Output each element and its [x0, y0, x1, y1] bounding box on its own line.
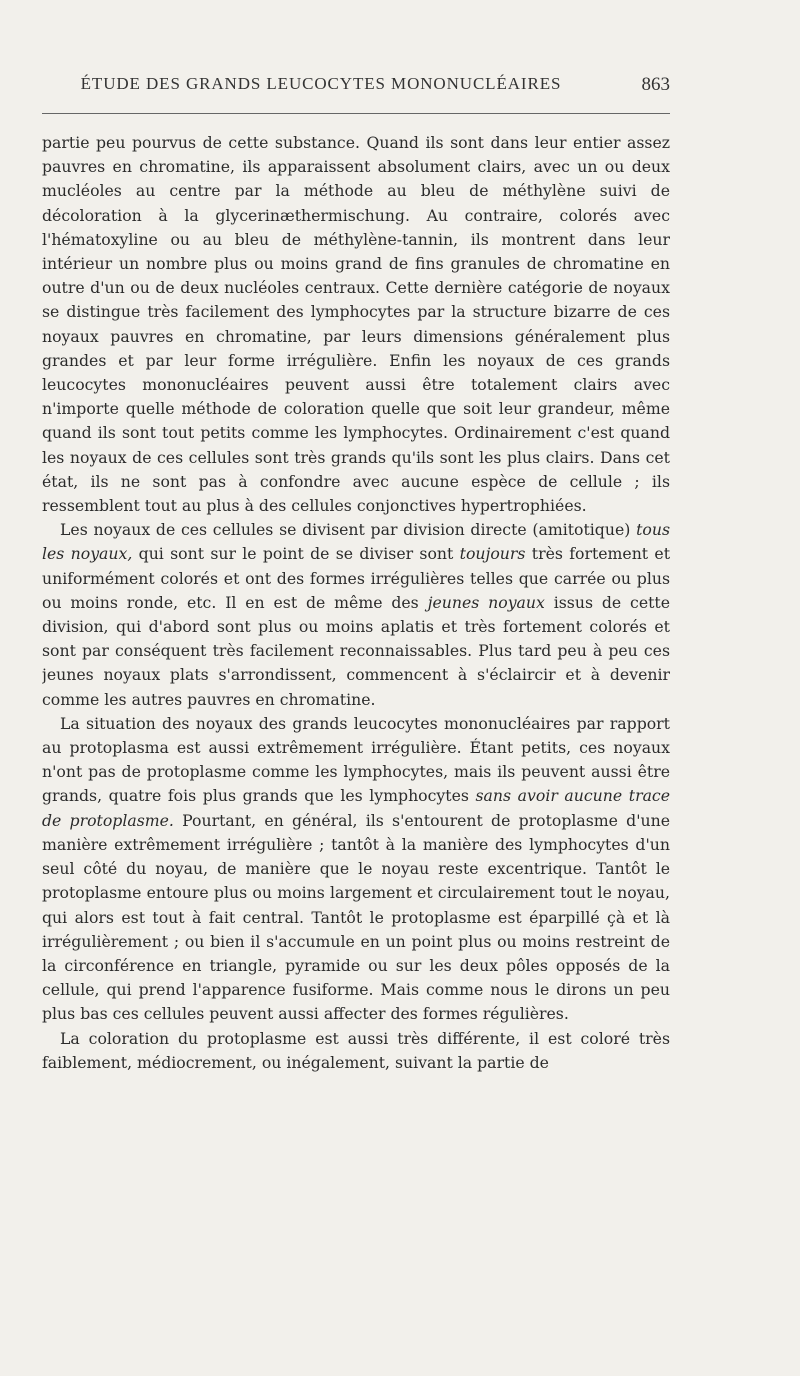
paragraph-2-text-e: très fortement et uniformément colorés et ont des formes irrégulières telles que carrée ou plus ou moins ronde, etc. Il en est de même des [42, 544, 670, 612]
page-number: 863 [641, 74, 670, 95]
paragraph-3-text-c: Pourtant, en général, ils s'entourent de protoplasme d'une manière extrêmement irrégulière ; tantôt à la manière des lymphocytes d'un seul côté du noyau, de manière que le noyau reste excentrique. Tantôt le protoplasme entoure plus ou moins largement et circulairement tout le noyau, qui alors est tout à fait central. Tantôt le protoplasme est éparpillé çà et là irrégulièrement ; ou bien il s'accumule en un point plus ou moins restreint de la circonférence en triangle, pyramide ou sur les deux pôles opposés de la cellule, qui prend l'apparence fusiforme. Mais comme nous le dirons un peu plus bas ces cellules peuvent aussi affecter des formes régulières. [42, 810, 670, 1024]
paragraph-2-text-c: qui sont sur le point de se diviser sont [132, 544, 460, 564]
paragraph-3 [42, 712, 670, 1027]
running-title: ÉTUDE DES GRANDS LEUCOCYTES MONONUCLÉAIRES [80, 74, 562, 93]
italic-word-toujours: toujours [459, 544, 526, 564]
paragraph-2 [42, 518, 670, 712]
italic-phrase-jeunes-noyaux: jeunes noyaux [427, 592, 545, 612]
italic-phrase-tous-les-noyaux: tous les noyaux, [42, 520, 670, 564]
paragraph-1: partie peu pourvus de cette substance. Quand ils sont dans leur entier assez pauvres en chromatine, ils apparaissent absolument clairs, avec un ou deux mucléoles au centre par la méthode au bleu de méthylène suivi de décoloration à la glycerinæthermischung. Au contraire, colorés avec l'hématoxyline ou au bleu de méthylène-tannin, ils montrent dans leur intérieur un nombre plus ou moins grand de fins granules de chromatine en outre d'un ou de deux nucléoles centraux. Cette dernière catégorie de noyaux se distingue très facilement des lymphocytes par la structure bizarre de ces noyaux pauvres en chromatine, par leurs dimensions généralement plus grandes et par leur forme irrégulière. Enfin les noyaux de ces grands leucocytes mononucléaires peuvent aussi être totalement clairs avec n'importe quelle méthode de coloration quelle que soit leur grandeur, même quand ils sont tout petits comme les lymphocytes. Ordinairement c'est quand les noyaux de ces cellules sont très grands qu'ils sont les plus clairs. Dans cet état, ils ne sont pas à confondre avec aucune espèce de cellule ; ils ressemblent tout au plus à des cellules conjonctives hypertrophiées. [42, 133, 670, 516]
running-head [42, 74, 670, 100]
paragraph-4: La coloration du protoplasme est aussi très différente, il est coloré très faiblement, médiocrement, ou inégalement, suivant la partie de [42, 1028, 670, 1072]
italic-phrase-sans-avoir: sans avoir aucune trace de protoplasme. [42, 786, 670, 830]
body-text [42, 131, 670, 1361]
paragraph-3-text-a: La situation des noyaux des grands leucocytes mononucléaires par rapport au protoplasma est aussi extrêmement irrégulière. Étant petits, ces noyaux n'ont pas de protoplasme comme les lymphocytes, mais ils peuvent aussi être grands, quatre fois plus grands que les lymphocytes [42, 713, 670, 806]
paragraph-2-text-a: Les noyaux de ces cellules se divisent par division directe (amitotique) [60, 520, 637, 540]
header-rule [42, 113, 670, 114]
paragraph-2-text-g: issus de cette division, qui d'abord sont plus ou moins aplatis et très fortement colorés et sont par conséquent très facilement reconnaissables. Plus tard peu à peu ces jeunes noyaux plats s'arrondissent, commencent à s'éclaircir et à devenir comme les autres pauvres en chromatine. [42, 592, 670, 709]
